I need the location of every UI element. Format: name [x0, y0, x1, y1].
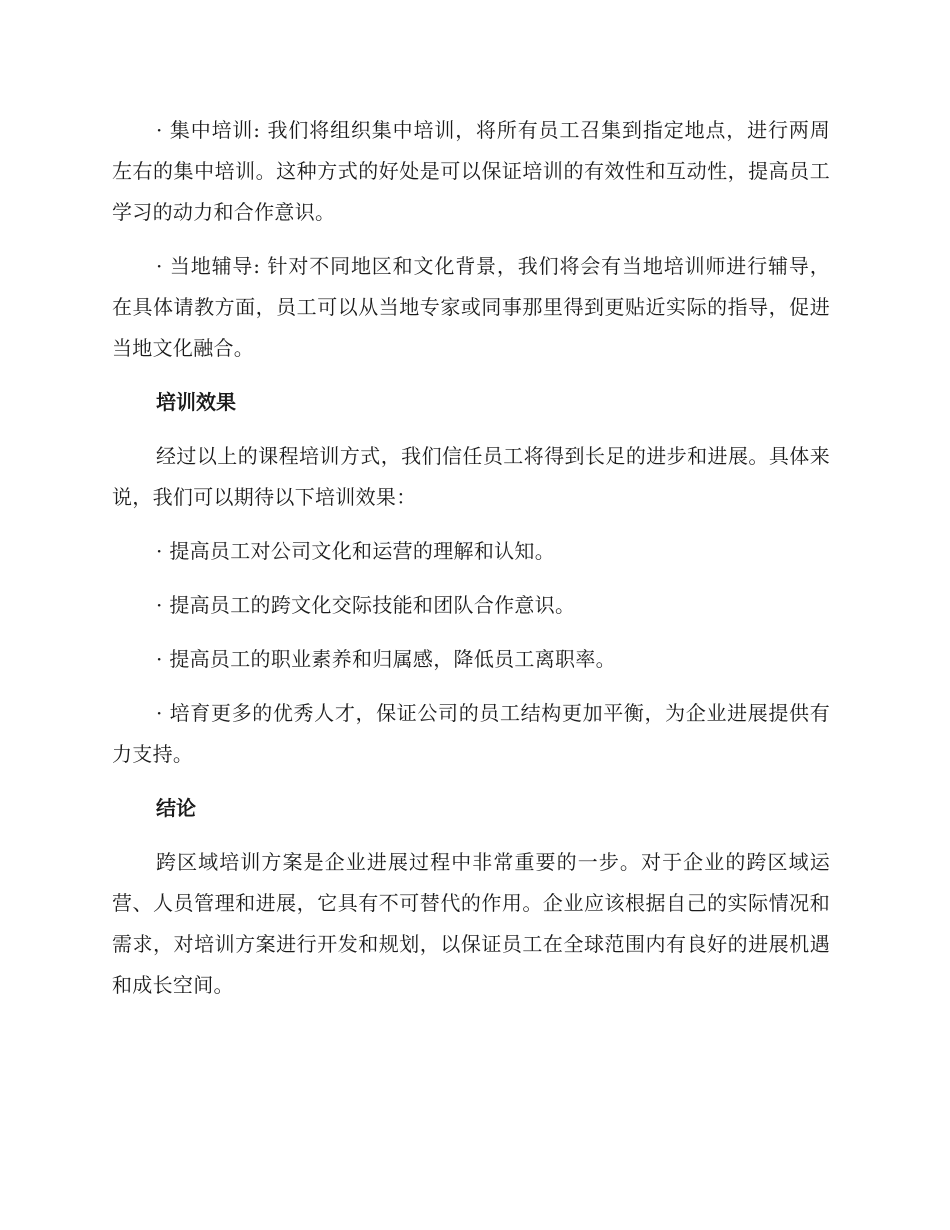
conclusion-paragraph: 跨区域培训方案是企业进展过程中非常重要的一步。对于企业的跨区域运营、人员管理和进展，它具有不可替代的作用。企业应该根据自己的实际情况和需求，对培训方案进行开发和规划，以保证员工在全球范围内有良好的进展机遇和成长空间。: [112, 850, 830, 997]
bullet-effect-3: · 提高员工的职业素养和归属感，降低员工离职率。: [156, 647, 616, 671]
bullet-effect-2: · 提高员工的跨文化交际技能和团队合作意识。: [156, 593, 576, 617]
document-page: [112, 110, 830, 1019]
heading-training-effect: 培训效果: [156, 390, 236, 414]
bullet-centralized-training: · 集中培训: 我们将组织集中培训，将所有员工召集到指定地点，进行两周左右的集中培训。这种方式的好处是可以保证培训的有效性和互动性，提高员工学习的动力和合作意识。: [112, 118, 830, 224]
bullet-effect-1: · 提高员工对公司文化和运营的理解和认知。: [156, 539, 556, 563]
heading-conclusion: 结论: [156, 796, 196, 820]
intro-training-effect: 经过以上的课程培训方式，我们信任员工将得到长足的进步和进展。具体来说，我们可以期待以下培训效果：: [112, 444, 830, 509]
bullet-local-coaching: · 当地辅导: 针对不同地区和文化背景，我们将会有当地培训师进行辅导，在具体请教方面，员工可以从当地专家或同事那里得到更贴近实际的指导，促进当地文化融合。: [112, 254, 830, 360]
bullet-effect-4: · 培育更多的优秀人才，保证公司的员工结构更加平衡，为企业进展提供有力支持。: [112, 701, 830, 766]
